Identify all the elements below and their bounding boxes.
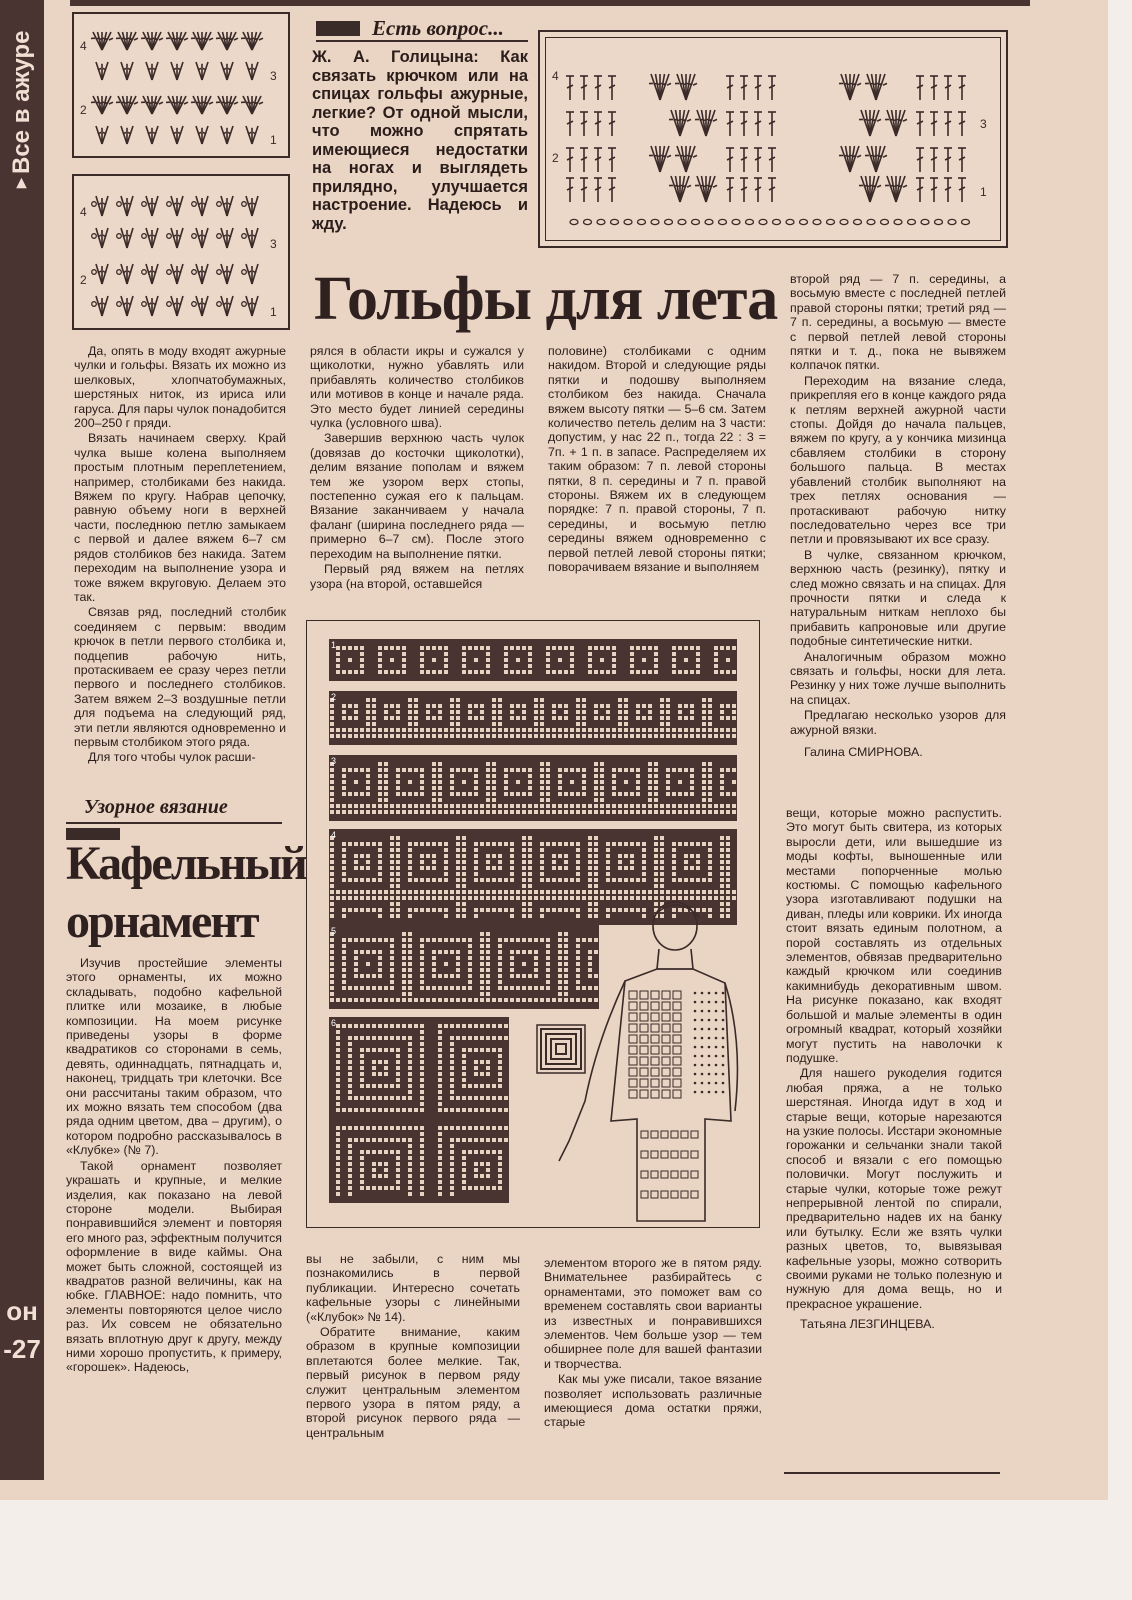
chart-b-label-2: 2 <box>80 273 87 287</box>
bottom-rule <box>784 1472 1000 1474</box>
ornament-band-label: 4 <box>331 830 337 840</box>
golf-column-1 <box>74 344 286 766</box>
tile-col1-p1: Изучив простейшие элементы этого орнаменты, их можно складывать, подобно кафельной плитке или мозаике, в любые композиции. На моем рисунке приведены узоры в форме квадратиков со сторонами в семь, девять, одиннадцать, пятнадцать и, наконец, тридцать три клеточки. Все они рассчитаны таким образом, что их можно вязать тем способом (два ряда одним цветом, два – другим), о котором подробно рассказывалось в «Клубке» (№ 7). <box>66 956 282 1158</box>
section-label <box>4 30 40 300</box>
chart-a-row <box>96 126 258 144</box>
ornament-band-6 <box>329 1017 509 1203</box>
chart-a-row <box>91 32 263 50</box>
reader-question: Ж. А. Голицына: Как связать крючком или на спицах гольфы ажурные, легкие? От одной мысли, что можно спрятать имеющиеся недостатки на ногах и выглядеть прилядно, улучшается настроение. Надеюсь и жду. <box>312 48 528 233</box>
golf-column-4 <box>790 272 1006 759</box>
tile-col2-p1: вы не забыли, с ним мы познакомились в первой публикации. Интересно сочетать кафельные узоры с линейными («Клубок» № 14). <box>306 1252 520 1324</box>
section-title: Все в ажуре <box>8 30 35 174</box>
sidebar-fragment-top: он <box>6 1296 38 1326</box>
crochet-chart-b <box>72 174 290 330</box>
chart-b-row <box>92 196 258 216</box>
ornament-band-5 <box>329 925 599 1009</box>
tile-col2-p2: Обратите внимание, каким образом в крупные композиции вплетаются более мелкие. Так, первый рисунок в первом ряду служит центральным элементом первого узора в пятом ряду, а второй рисунок первого ряда — центральным <box>306 1325 520 1440</box>
chart-c-row <box>566 110 966 136</box>
crochet-chart-b-drawing <box>74 176 288 328</box>
chart-a-row <box>96 62 258 80</box>
chart-b-row <box>92 296 258 316</box>
chart-c-label-3: 3 <box>980 117 987 131</box>
golf-col4-p1: второй ряд — 7 п. середины, а восьмую вместе с последней петлей правой стороны пятки; третий ряд — 7 п. середины, а восьмую — вместе с первой петлей левой стороны пятки и т. д., пока не вывяжем колпачок пятки. <box>790 272 1006 373</box>
tile-column-4 <box>786 806 1002 1332</box>
chart-c-label-2: 2 <box>552 151 559 165</box>
chart-c-chain-row <box>570 219 970 224</box>
ornament-band-1 <box>329 639 737 681</box>
tile-signature: Татьяна ЛЕЗГИНЦЕВА. <box>800 1317 935 1332</box>
crochet-chart-a-drawing <box>74 14 288 156</box>
rubric-square <box>316 21 360 36</box>
rubric-question <box>316 16 504 41</box>
golf-col4-p4: Аналогичным образом можно связать и гольфы, носки для лета. Резинку у них тоже лучше выполнить на спицах. <box>790 649 1006 707</box>
crochet-chart-a <box>72 12 290 158</box>
ornament-band-label: 3 <box>331 756 337 766</box>
tile-col4-p2: Для нашего рукоделия годится любая пряжа, а не только шерстяная. Иногда идут в ход и старые вещи, которые нарезаются на узкие полосы. Исстари экономные горожанки и сельчанки знали такой способ и вязали с его помощью половички. Могут послужить и старые чулки, которые тоже режут непрерывной лентой по спирали, предварительно надев их на банку или бутылку. Если же взять чулки разных цветов, то, вывязывая кафельные узоры, можно сотворить своими руками не только полезную и нужную для дома вещь, но и прекрасное украшение. <box>786 1066 1002 1311</box>
golf-col4-p3: В чулке, связанном крючком, верхнюю часть (резинку), пятку и след можно связать и на спицах. Для прочности пятки и следа к натуральным ниткам неплохо бы прибавить капроновые или другие подобные синтетические нитки. <box>790 547 1006 649</box>
chart-c-row <box>566 74 966 100</box>
golf-column-2 <box>310 344 524 592</box>
chart-c-label-1: 1 <box>980 185 987 199</box>
tile-column-1 <box>66 956 282 1376</box>
tile-col4-p1: вещи, которые можно распустить. Это могут быть свитера, из которых выросли дети, или вышедшие из моды кофты, выношенные или местами попорченные молью костюмы. С помощью кафельного узора изготавливают подушки на диван, пледы или коврики. Их иногда стоит вязать единым полотном, а порой составлять из отдельных элементов, обвязав предварительно каждый крючком или соединив какимнибудь декоративным швом. На рисунке показано, как входят большой и малые элементы в один огромный квадрат, который хозяйки могут пустить на наволочки к подушке. <box>786 806 1002 1065</box>
golf-column-3 <box>548 344 766 576</box>
chart-c-row <box>566 176 966 202</box>
chart-c-row <box>566 146 966 172</box>
crochet-chart-c-drawing <box>540 32 1006 246</box>
rubric-tile-title: Узорное вязание <box>84 796 228 818</box>
golf-col1-p1: Да, опять в моду входят ажурные чулки и гольфы. Вязать их можно из шелковых, хлопчатобумажных, шерстяных ниток, из ириса или гаруса. Для пары чулок понадобится 200–250 г пряди. <box>74 344 286 431</box>
page-right-edge <box>1108 0 1132 1600</box>
golf-col2-p2: Завершив верхнюю часть чулок (довязав до косточки щиколотки), делим вязание пополам и вяжем тем же узором верх стопы, постепенно сужая его к пальцам. Вязание заканчиваем у начала фаланг (ширина последнего ряда — примерно 6–7 см). После этого переходим на выполнение пятки. <box>310 431 524 561</box>
ornament-band-3 <box>329 755 737 821</box>
golf-headline: Гольфы для лета <box>314 265 778 333</box>
chart-b-row <box>92 264 258 284</box>
tile-col3-p1: элементом второго же в пятом ряду. Внимательнее разбирайтесь с орнаментами, это поможет вам со временем составлять свои варианты из известных и понравившихся элементов. Чем больше узор — тем обширнее поле для вашей фантазии и творчества. <box>544 1256 762 1371</box>
rubric-tile <box>84 796 228 819</box>
crochet-chart-c <box>538 30 1008 248</box>
sidebar-fragment-bottom: -27 <box>3 1334 41 1364</box>
tile-headline-line1: Кафельный <box>66 837 306 890</box>
tile-headline-line2: орнамент <box>66 895 258 948</box>
chart-a-label-3: 3 <box>270 69 277 83</box>
ornament-band-label: 2 <box>331 692 337 702</box>
golf-col4-p5: Предлагаю несколько узоров для ажурной вязки. <box>790 708 1006 737</box>
tile-column-3 <box>544 1256 762 1431</box>
ornament-band-label: 1 <box>331 640 337 650</box>
golf-col1-p4: Для того чтобы чулок расши- <box>88 750 256 765</box>
ornament-band-4 <box>329 829 737 925</box>
golf-col2-p3: Первый ряд вяжем на петлях узора (на второй, оставшейся <box>310 562 524 591</box>
ornament-band-label: 6 <box>331 1018 337 1028</box>
tile-col1-p2: Такой орнамент позволяет украшать и крупные, и мелкие изделия, как показано на левой стороне модели. Выбирая понравившийся элемент и повторяя его много раз, эффектным получится оформление в виде каймы. Она может быть сложной, состоящей из квадратов разной величины, как на юбке. ГЛАВНОЕ: надо помнить, что элементы повторяются целое число раз. Их совсем не обязательно вязать вплотную друг к другу, между ними хорошо пропустить, к примеру, «горошек». Надеюсь, <box>66 1158 282 1375</box>
ornament-figure-drawing <box>307 621 758 1226</box>
chart-b-label-4: 4 <box>80 205 87 219</box>
top-rule <box>70 0 1030 6</box>
golf-col3-p1: половине) столбиками с одним накидом. Второй и следующие ряды пятки и подошву выполняем столбиком без накида. Сначала вяжем высоту пятки — 5–6 см. Затем количество петель делим на 3 части: допустим, у нас 22 п., тогда 22 : 3 = 7п. + 1 п. в запасе. Распределяем их таким образом: 7 п. левой стороны пятки, 8 п. середины и 7 п. правой стороны. Вяжем их в следующем порядке: 7 п. правой стороны, 7 п. середины, и восьмую петлю середины вяжем одновременно с первой петлей левой стороны пятки; поворачиваем вязание и выполняем <box>548 344 766 575</box>
chart-b-row <box>92 228 258 248</box>
golf-col2-p1: рялся в области икры и сужался у щиколотки, нужно убавлять или прибавлять количество столбиков или мотивов в конце и начале ряда. Это место будет линией середины чулка (условного шва). <box>310 344 524 431</box>
golf-col1-p2: Вязать начинаем сверху. Край чулка выше колена выполняем простым плотным переплетением, например, столбиками без накида. Вяжем по кругу. Набрав цепочку, равную объему ноги в верхней части, последнюю петлю замыкаем с первой и далее вяжем 6–7 см рядов столбиков без накида. Затем переходим на выполнение узора и тоже вяжем вкруговую. Делаем это так. <box>74 431 286 604</box>
tile-col3-p2: Как мы уже писали, такое вязание позволяет использовать различные имеющиеся дома остатки пряжи, старые <box>544 1372 762 1430</box>
rubric-question-title: Есть вопрос... <box>372 16 504 40</box>
page-bottom-edge <box>0 1500 1132 1600</box>
section-sidebar <box>0 0 44 1480</box>
chart-c-label-4: 4 <box>552 69 559 83</box>
golf-col4-p2: Переходим на вязание следа, прикрепляя его в конце каждого ряда к петлям верхней ажурной части стопы. Дойдя до начала пальцев, вяжем по кругу, а у кончика мизинца сбавляем столбики в сторону большого пальца. В местах убавлений столбик выполняют на трех петлях основания — протаскивают рабочую нитку последовательно через все три петли и провязывают их все сразу. <box>790 373 1006 547</box>
chart-b-label-3: 3 <box>270 237 277 251</box>
ornament-band-2 <box>329 691 737 745</box>
small-tile-motif <box>537 1025 585 1073</box>
chart-b-label-1: 1 <box>270 305 277 319</box>
chart-a-label-1: 1 <box>270 133 277 147</box>
rubric-underline <box>316 40 528 42</box>
golf-col1-p3: Связав ряд, последний столбик соединяем с первым: вводим крючок в петли первого столбика и, подцепив рабочую нить, протаскиваем ее сразу через петли первого и последнего столбиков. Затем вяжем 2–3 воздушные петли для подъема на следующий ряд, эти петли являются одновременно и первым столбиком этого ряда. <box>74 605 286 749</box>
chart-a-label-4: 4 <box>80 39 87 53</box>
section-marker: ▼ <box>11 173 32 194</box>
chart-a-row <box>91 96 263 114</box>
tile-column-2 <box>306 1252 520 1441</box>
ornament-band-label: 5 <box>331 926 337 936</box>
ornament-figure <box>306 620 760 1228</box>
rubric-tile-underline <box>66 822 282 824</box>
chart-a-label-2: 2 <box>80 103 87 117</box>
golf-signature: Галина СМИРНОВА. <box>804 745 923 759</box>
